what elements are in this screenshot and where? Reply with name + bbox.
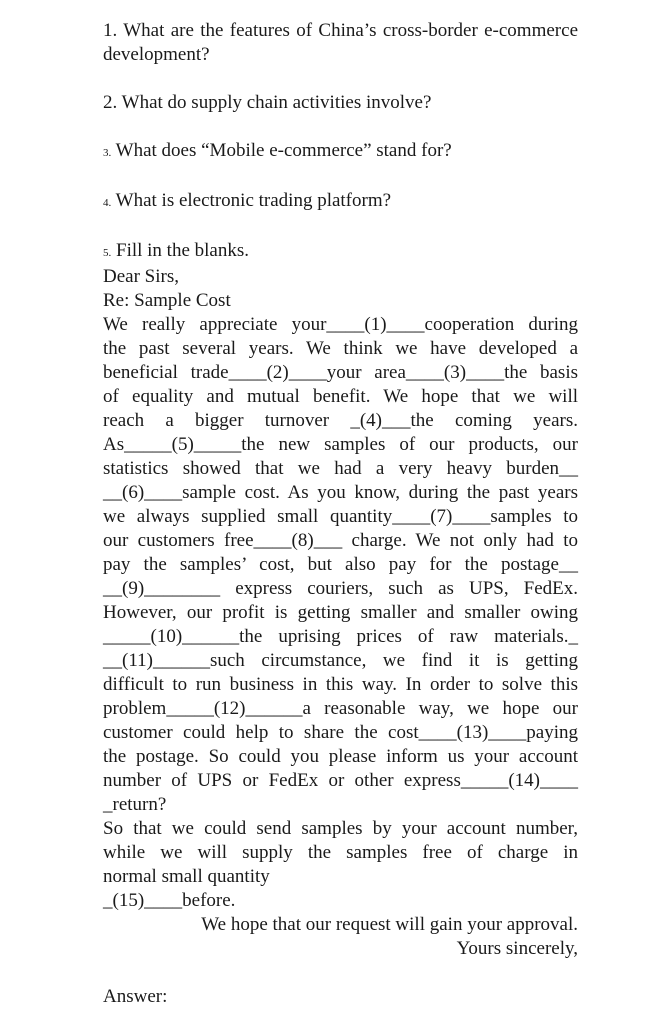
letter-line: customer could help to share the cost____(13)____paying (103, 722, 578, 743)
letter-sign-off: Yours sincerely, (456, 938, 578, 959)
letter-line: __(6)____sample cost. As you know, during the past years (103, 482, 578, 503)
letter-line: pay the samples’ cost, but also pay for the postage__ (103, 554, 578, 575)
letter-line: number of UPS or FedEx or other express_____(14)____ (103, 770, 578, 791)
letter-line: statistics showed that we had a very heavy burden__ (103, 458, 578, 479)
letter-line: _(15)____before. (103, 890, 236, 911)
letter-line: We really appreciate your____(1)____cooperation during (103, 314, 578, 335)
letter-line: However, our profit is getting smaller and smaller owing (103, 602, 578, 623)
question-3-number: 3. (103, 147, 112, 159)
letter-line: beneficial trade____(2)____your area____(3)____the basis (103, 362, 578, 383)
question-2: 2. What do supply chain activities involve? (103, 92, 432, 113)
letter-line: __(9)________ express couriers, such as UPS, FedEx. (103, 578, 578, 599)
letter-line: __(11)______such circumstance, we find it is getting (103, 650, 578, 671)
letter-line: of equality and mutual benefit. We hope that we will (103, 386, 578, 407)
letter-line: normal small quantity (103, 866, 270, 887)
question-3-text: What does “Mobile e-commerce” stand for? (111, 140, 452, 161)
letter-salutation: Dear Sirs, (103, 266, 179, 287)
question-3 (103, 139, 578, 165)
document-page (103, 19, 578, 1009)
question-5-number: 5. (103, 247, 112, 259)
letter (103, 265, 578, 961)
letter-line: while we will supply the samples free of charge in (103, 842, 578, 863)
letter-line: _return? (103, 794, 167, 815)
letter-body (103, 313, 578, 913)
question-1: 1. What are the features of China’s cross-border e-commerce development? (103, 20, 578, 65)
letter-line: our customers free____(8)___ charge. We not only had to (103, 530, 578, 551)
question-5 (103, 239, 578, 265)
letter-closing-line: We hope that our request will gain your approval. (201, 914, 578, 935)
letter-subject: Re: Sample Cost (103, 290, 231, 311)
letter-line: we always supplied small quantity____(7)____samples to (103, 506, 578, 527)
letter-line: As_____(5)_____the new samples of our products, our (103, 434, 578, 455)
question-4 (103, 189, 578, 215)
answer-label: Answer: (103, 986, 168, 1007)
letter-line: _____(10)______the uprising prices of raw materials._ (103, 626, 578, 647)
question-4-text: What is electronic trading platform? (111, 190, 392, 211)
letter-line: the postage. So could you please inform us your account (103, 746, 578, 767)
question-5-text: Fill in the blanks. (111, 240, 249, 261)
letter-line: the past several years. We think we have developed a (103, 338, 578, 359)
letter-line: So that we could send samples by your account number, (103, 818, 578, 839)
letter-line: reach a bigger turnover _(4)___the coming years. (103, 410, 578, 431)
question-4-number: 4. (103, 197, 112, 209)
letter-line: problem_____(12)______a reasonable way, we hope our (103, 698, 578, 719)
letter-line: difficult to run business in this way. In order to solve this (103, 674, 578, 695)
